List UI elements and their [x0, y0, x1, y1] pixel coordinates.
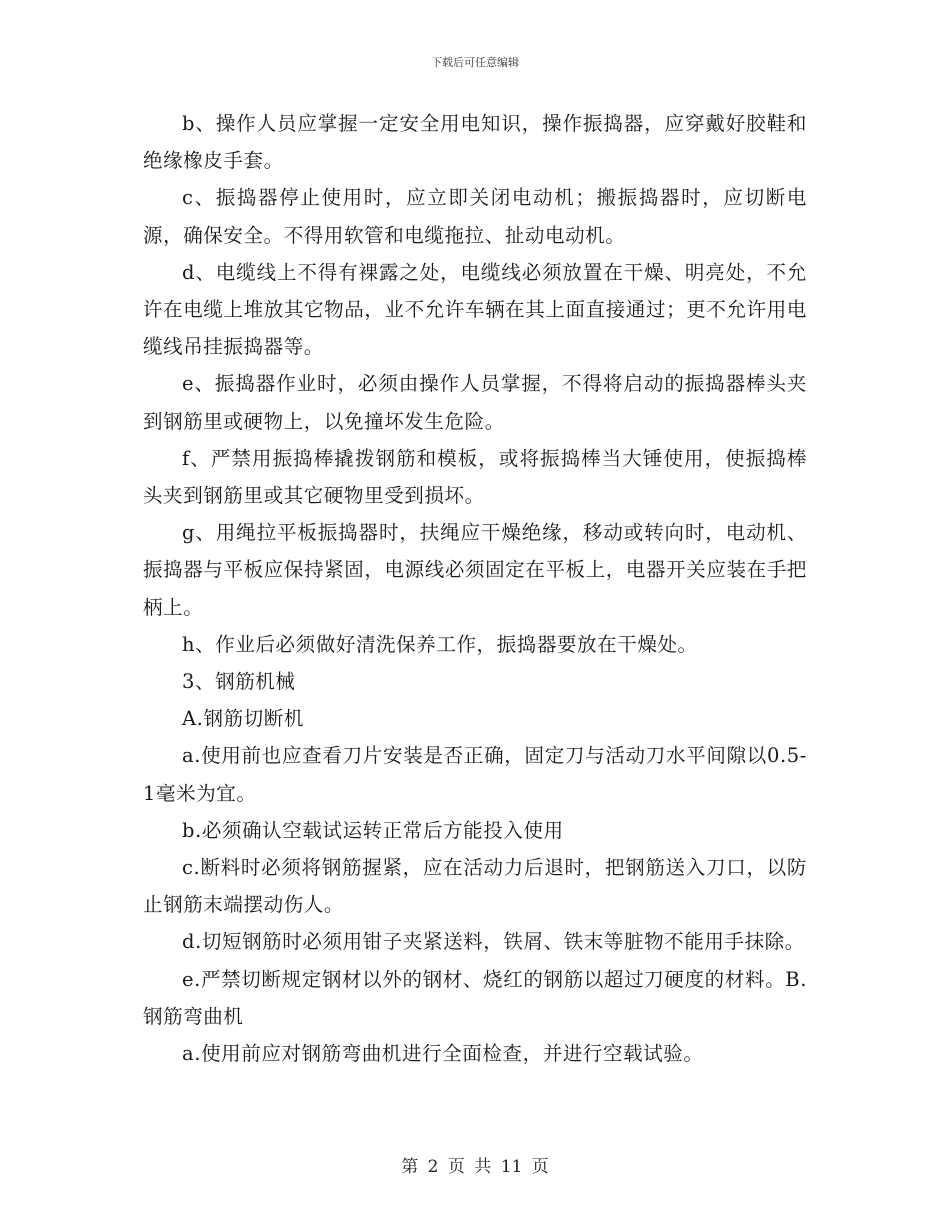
paragraph: h、作业后必须做好清洗保养工作，振捣器要放在干燥处。 [182, 632, 698, 656]
paragraph: b.必须确认空载试运转正常后方能投入使用 [182, 818, 564, 842]
paragraph: e、振捣器作业时，必须由操作人员掌握，不得将启动的振捣器棒头夹到钢筋里或硬物上，以免撞坏发生危险。 [143, 372, 807, 433]
paragraph: a.使用前也应查看刀片安装是否正确，固定刀与活动刀水平间隙以0.5-1毫米为宜。 [143, 744, 807, 805]
paragraph: e.严禁切断规定钢材以外的钢材、烧红的钢筋以超过刀硬度的材料。B.钢筋弯曲机 [143, 967, 807, 1028]
paragraph: f、严禁用振捣棒撬拨钢筋和模板，或将振捣棒当大锤使用，使振捣棒头夹到钢筋里或其它硬物里受到损坏。 [143, 446, 807, 508]
paragraph: d、电缆线上不得有裸露之处，电缆线必须放置在干燥、明亮处，不允许在电缆上堆放其它物品，业不允许车辆在其上面直接通过；更不允许用电缆线吊挂振捣器等。 [143, 260, 807, 359]
section-heading: 3、钢筋机械 [182, 670, 296, 694]
paragraph: g、用绳拉平板振捣器时，扶绳应干燥绝缘，移动或转向时，电动机、振捣器与平板应保持紧固，电源线必须固定在平板上，电器开关应装在手把柄上。 [143, 521, 807, 619]
paragraph: b、操作人员应掌握一定安全用电知识，操作振捣器，应穿戴好胶鞋和绝缘橡皮手套。 [143, 112, 807, 173]
paragraph: c.断料时必须将钢筋握紧，应在活动力后退时，把钢筋送入刀口，以防止钢筋末端摆动伤人。 [143, 856, 807, 917]
subsection-heading: A.钢筋切断机 [182, 707, 304, 731]
paragraph: c、振捣器停止使用时，应立即关闭电动机；搬振捣器时，应切断电源，确保安全。不得用软管和电缆拖拉、扯动电动机。 [143, 186, 807, 247]
page-number: 第 2 页 共 11 页 [401, 1157, 549, 1177]
document-body [143, 105, 807, 1072]
paragraph: a.使用前应对钢筋弯曲机进行全面检查，并进行空载试验。 [182, 1042, 704, 1066]
page-header: 下载后可任意编辑 [431, 56, 519, 69]
paragraph: d.切短钢筋时必须用钳子夹紧送料，铁屑、铁末等脏物不能用手抹除。 [182, 930, 805, 954]
